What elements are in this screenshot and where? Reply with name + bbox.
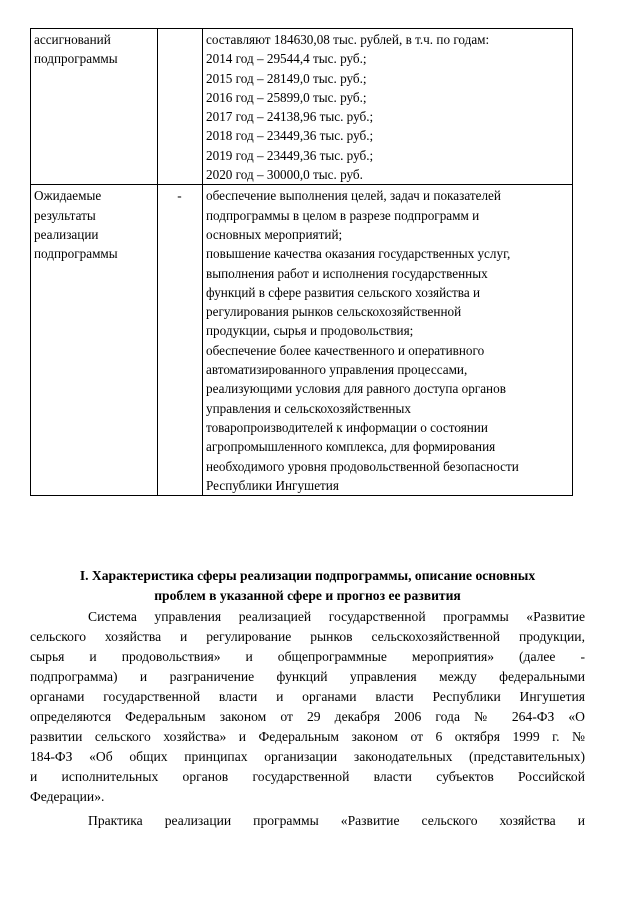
results-line: агропромышленного комплекса, для формирования: [206, 439, 496, 455]
funding-label-cell: [31, 29, 158, 185]
results-line: обеспечение более качественного и оперативного: [206, 342, 485, 358]
funding-content-cell: [203, 29, 573, 185]
results-content-cell: [203, 185, 573, 496]
results-line: реализующими условия для равного доступа органов: [206, 381, 506, 397]
paragraph-line: 184-ФЗ «Об общих принципах организации законодательных (представительных): [30, 749, 585, 764]
funding-line: 2014 год – 29544,4 тыс. руб.;: [206, 51, 367, 67]
results-label-cell: [31, 185, 158, 496]
paragraph-line: и исполнительных органов государственной власти субъектов Российской: [30, 769, 585, 784]
results-line: товаропроизводителей к информации о состоянии: [206, 419, 488, 435]
results-line: Республики Ингушетия: [206, 477, 339, 493]
results-line: подпрограммы в целом в разрезе подпрограмм и: [206, 207, 480, 223]
results-dash: -: [177, 188, 182, 204]
results-line: функций в сфере развития сельского хозяйства и: [206, 284, 481, 300]
paragraph-line: Федерации».: [30, 789, 105, 804]
results-line: выполнения работ и исполнения государственных: [206, 265, 488, 281]
funding-label-line: подпрограммы: [34, 51, 118, 67]
paragraph-line: органами государственной власти и органами власти Республики Ингушетия: [30, 689, 585, 704]
results-line: необходимого уровня продовольственной безопасности: [206, 458, 519, 474]
results-line: обеспечение выполнения целей, задач и показателей: [206, 188, 501, 204]
funding-line: 2018 год – 23449,36 тыс. руб.;: [206, 128, 374, 144]
funding-label-line: ассигнований: [34, 32, 111, 47]
heading-line: проблем в указанной сфере и прогноз ее развития: [154, 587, 461, 603]
results-line: автоматизированного управления процессами,: [206, 362, 468, 378]
section-heading: [30, 566, 585, 605]
paragraph-line: сельского хозяйства и регулирование рынков сельскохозяйственной продукции,: [30, 629, 585, 644]
paragraph-line: Система управления реализацией государственной программы «Развитие: [88, 609, 585, 624]
funding-line: составляют 184630,08 тыс. рублей, в т.ч. по годам:: [206, 32, 490, 47]
paragraph-line: Практика реализации программы «Развитие сельского хозяйства и: [88, 813, 585, 828]
paragraph-line: сырья и продовольствия» и общепрограммные мероприятия» (далее -: [30, 649, 585, 664]
funding-line: 2017 год – 24138,96 тыс. руб.;: [206, 109, 374, 125]
results-label-line: реализации: [34, 226, 99, 242]
results-dash-cell: [158, 185, 203, 496]
funding-line: 2020 год – 30000,0 тыс. руб.: [206, 167, 363, 183]
results-line: продукции, сырья и продовольствия;: [206, 323, 414, 339]
paragraph-line: подпрограмма) и разграничение функций управления между федеральными: [30, 669, 585, 684]
results-label-line: результаты: [34, 207, 96, 223]
funding-line: 2019 год – 23449,36 тыс. руб.;: [206, 147, 374, 163]
paragraph-line: развитии сельского хозяйства» и Федеральным законом от 6 октября 1999 г. №: [30, 729, 585, 744]
funding-line: 2015 год – 28149,0 тыс. руб.;: [206, 70, 367, 86]
results-line: основных мероприятий;: [206, 226, 343, 242]
heading-line: I. Характеристика сферы реализации подпрограммы, описание основных: [79, 568, 536, 583]
funding-dash-cell: [158, 29, 203, 185]
results-label-line: Ожидаемые: [34, 188, 102, 204]
results-line: регулирования рынков сельскохозяйственной: [206, 304, 462, 320]
results-line: повышение качества оказания государственных услуг,: [206, 246, 511, 262]
paragraph-line: определяются Федеральным законом от 29 декабря 2006 года № 264-ФЗ «О: [30, 709, 585, 724]
body-text: [30, 607, 585, 831]
subprogram-passport-table: [30, 28, 573, 496]
results-label-line: подпрограммы: [34, 246, 118, 262]
table-row-funding: [31, 29, 573, 185]
funding-line: 2016 год – 25899,0 тыс. руб.;: [206, 89, 367, 105]
results-line: управления и сельскохозяйственных: [206, 400, 411, 416]
table-row-expected-results: [31, 185, 573, 496]
